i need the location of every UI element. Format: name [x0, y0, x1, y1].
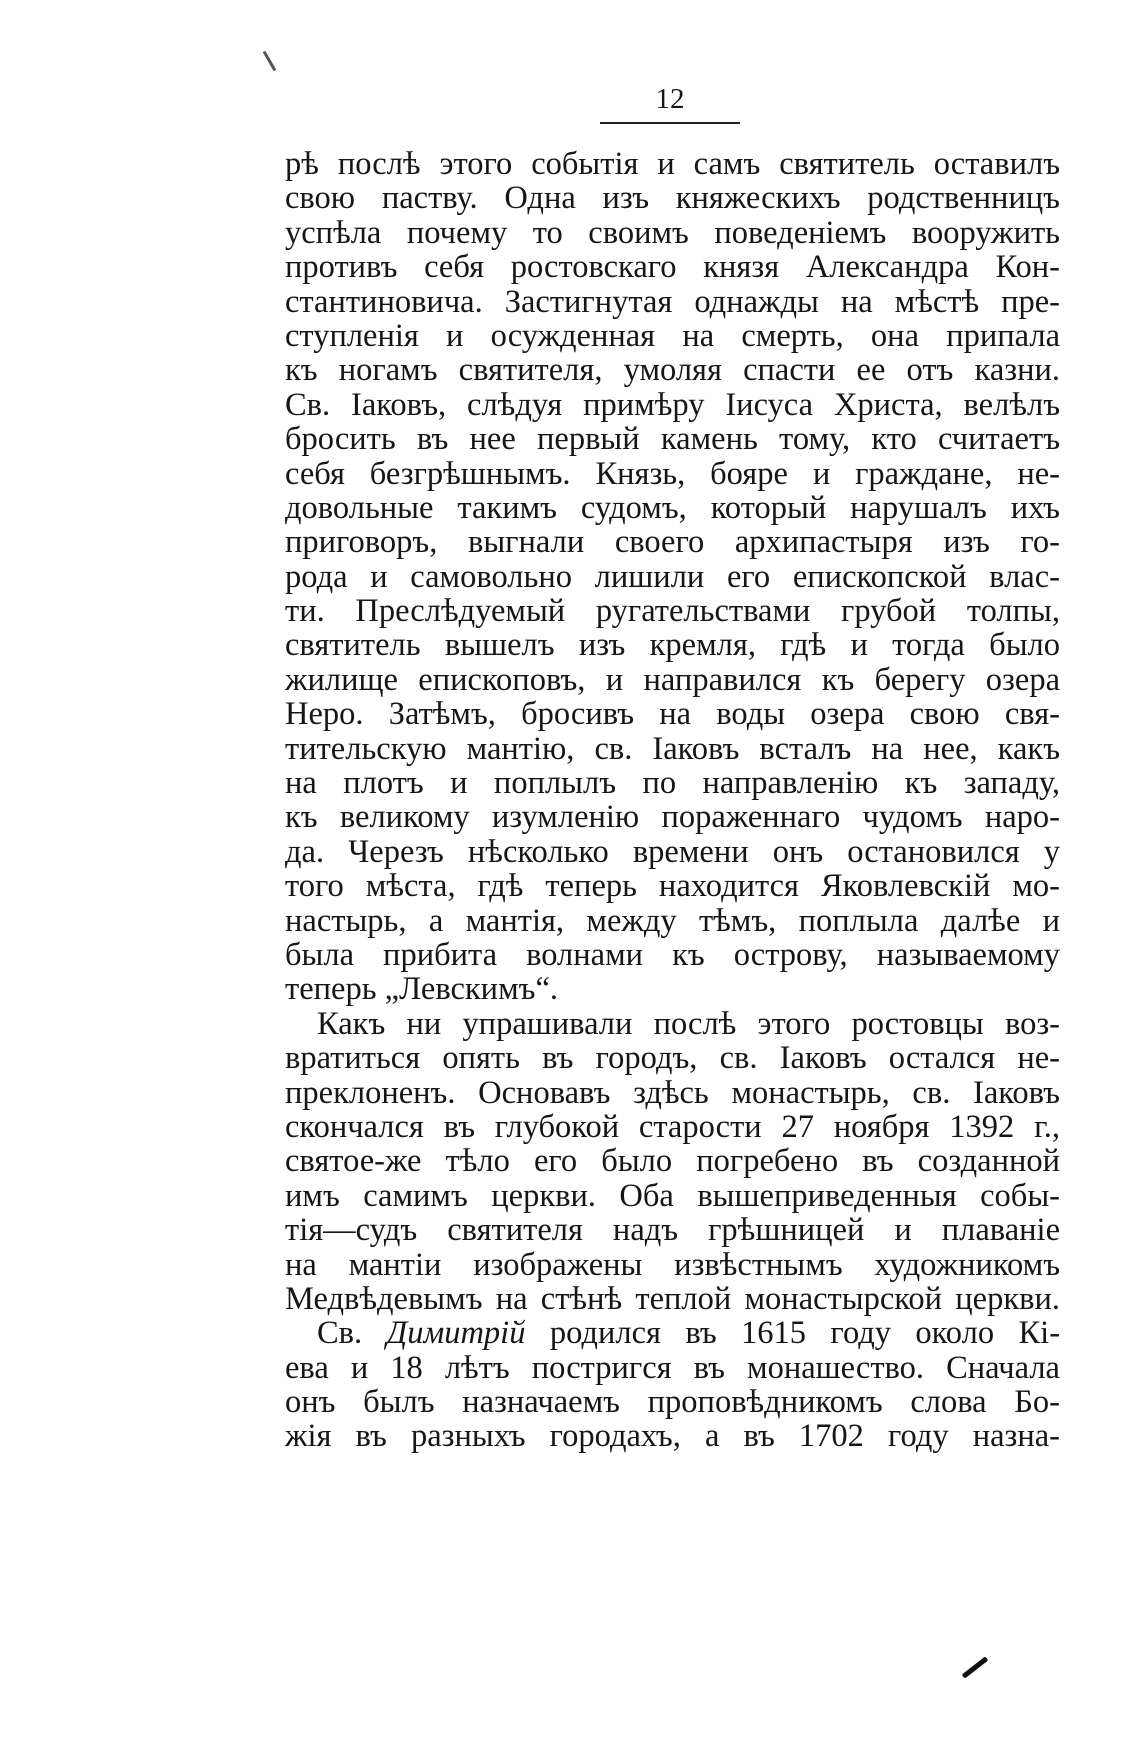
text-line: онъ былъ назначаемъ проповѣдникомъ слова Бо- [285, 1384, 1060, 1421]
text-line: настырь, а мантія, между тѣмъ, поплыла далѣе и [285, 902, 1060, 939]
text-line: Какъ ни упрашивали послѣ этого ростовцы воз- [317, 1005, 1060, 1042]
text-line: ти. Преслѣдуемый ругательствами грубой толпы, [285, 593, 1060, 630]
text-line: къ великому изумленію пораженнаго чудомъ наро- [285, 799, 1060, 836]
text-line-rest: родился въ 1615 году около Кі- [549, 1315, 1061, 1352]
text-line: тительскую мантію, св. Іаковъ всталъ на нее, какъ [285, 730, 1060, 767]
text-line: жилище епископовъ, и направился къ берегу озера [285, 661, 1060, 698]
text-line: теперь „Левскимъ“. [285, 971, 558, 1008]
text-line: бросить въ нее первый камень тому, кто считаетъ [285, 421, 1060, 458]
text-line: преклоненъ. Основавъ здѣсь монастырь, св. Іаковъ [285, 1074, 1060, 1111]
text-line: успѣла почему то своимъ поведеніемъ вооружить [285, 214, 1060, 251]
text-line: того мѣста, гдѣ теперь находится Яковлевскій мо- [285, 868, 1060, 905]
text-line: противъ себя ростовскаго князя Александра Кон- [285, 249, 1060, 286]
page-number: 12 [655, 83, 685, 115]
text-line: рѣ послѣ этого событія и самъ святитель оставилъ [285, 146, 1060, 182]
text-line: Медвѣдевымъ на стѣнѣ теплой монастырской церкви. [285, 1280, 1060, 1317]
paragraph-prefix: Св. [317, 1315, 363, 1352]
text-line: на плотъ и поплылъ по направленію къ западу, [285, 765, 1060, 802]
text-line-with-name [285, 1316, 1060, 1350]
text-line: довольные такимъ судомъ, который нарушалъ ихъ [285, 489, 1060, 526]
page-number-rule [600, 122, 740, 124]
text-line: жія въ разныхъ городахъ, а въ 1702 году назна- [285, 1418, 1060, 1455]
text-line: приговоръ, выгнали своего архипастыря изъ го- [285, 524, 1060, 561]
text-line: имъ самимъ церкви. Оба вышеприведенныя собы- [285, 1177, 1060, 1214]
body-text [285, 147, 1060, 1454]
text-line: ступленія и осужденная на смерть, она припала [285, 317, 1060, 354]
text-line: да. Черезъ нѣсколько времени онъ остановился у [285, 833, 1060, 870]
text-line: рода и самовольно лишили его епископской влас- [285, 558, 1060, 595]
text-line: на мантіи изображены извѣстнымъ художникомъ [285, 1246, 1060, 1283]
text-line: стантиновича. Застигнутая однажды на мѣстѣ пре- [285, 283, 1060, 320]
saint-name: Димитрій [386, 1315, 526, 1352]
stray-ink-mark [263, 51, 277, 72]
text-line: Неро. Затѣмъ, бросивъ на воды озера свою свя- [285, 696, 1060, 733]
text-line: скончался въ глубокой старости 27 ноября 1392 г., [285, 1108, 1060, 1145]
stray-ink-mark [962, 1656, 989, 1678]
text-line: тія—судъ святителя надъ грѣшницей и плаваніе [285, 1212, 1060, 1249]
text-line: къ ногамъ святителя, умоляя спасти ее отъ казни. [285, 352, 1060, 389]
text-line: свою паству. Одна изъ княжескихъ родственницъ [285, 180, 1060, 217]
text-line: святое-же тѣло его было погребено въ созданной [285, 1143, 1060, 1180]
text-line: себя безгрѣшнымъ. Князь, бояре и граждане, не- [285, 455, 1060, 492]
text-line: Св. Іаковъ, слѣдуя примѣру Іисуса Христа, велѣлъ [285, 386, 1060, 423]
text-line: вратиться опять въ городъ, св. Іаковъ остался не- [285, 1040, 1060, 1077]
text-line: была прибита волнами къ острову, называемому [285, 936, 1060, 973]
text-line: святитель вышелъ изъ кремля, гдѣ и тогда было [285, 627, 1060, 664]
text-line: ева и 18 лѣтъ постригся въ монашество. Сначала [285, 1349, 1060, 1386]
